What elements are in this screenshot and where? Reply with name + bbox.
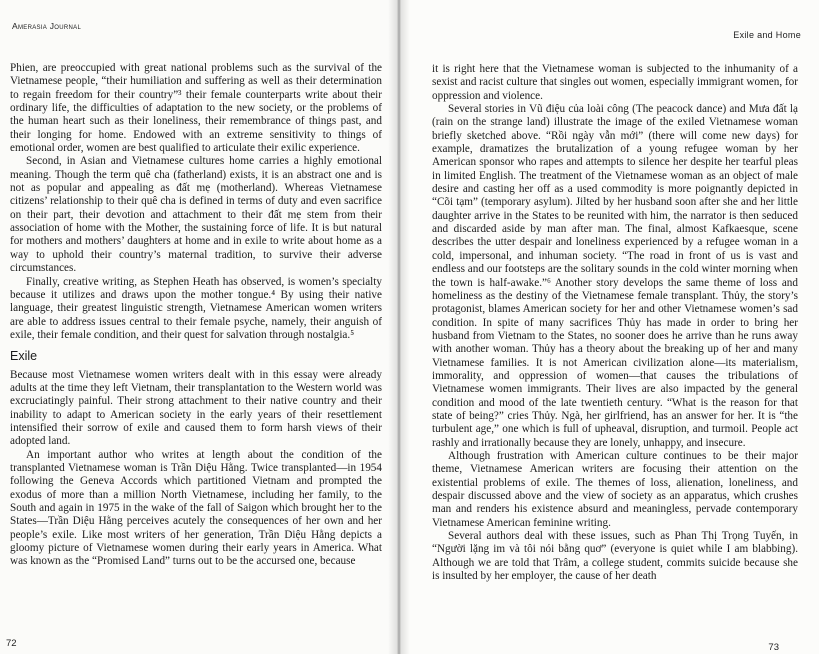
left-page — [0, 0, 398, 654]
paragraph: Phien, are preoccupied with great national problems such as the survival of the Vietnamese people, “their humiliation and suffering as well as their determination to regain freedom for their country”³ their female counterparts write about their ordinary life, the difficulties of adaptation to the new society, or the problems of the human heart such as their loneliness, their remembrance of things past, and their longing for home. Endowed with an extreme sensitivity to things of emotional order, women are best qualified to articulate their exilic experience. — [10, 62, 382, 155]
paragraph: Several stories in Vũ điệu của loài công (The peacock dance) and Mưa đất lạ (rain on the strange land) illustrate the image of the exiled Vietnamese woman briefly sketched above. “Rồi ngày vẫn mới” (there will come new days) for example, dramatizes the brutalization of a young refugee woman by her American sponsor who rapes and attempts to silence her despite her tearful pleas in limited English. The treatment of the Vietnamese woman as an object of male desire and casting her off as a used commodity is more poignantly depicted in “Cõi tạm” (temporary asylum). Jilted by her husband soon after she and her little daughter arrive in the States to be reunited with him, the narrator is then seduced and discarded aside by man after man. The final, almost Kafkaesque, scene describes the utter despair and loneliness experienced by a refugee woman in a cold, impersonal, and inhuman society. “The road in front of us is vast and endless and our footsteps are the solitary sounds in the cold winter morning when the town is half-awake.”⁶ Another story develops the same theme of loss and homeliness as the destiny of the Vietnamese female transplant. Thủy, the story’s protagonist, blames American society for her and other Vietnamese women’s sad condition. In spite of many sacrifices Thủy has made in order to bring her husband from Vietnam to the States, no sooner does he arrive than he runs away with another woman. Thủy has a theory about the breaking up of her and many Vietnamese families. It is not American civilization alone—its materialism, immorality, and oppression of women—that causes the tribulations of Vietnamese women immigrants. Their lives are also impacted by the general condition and mood of the late twentieth century. “What is the reason for that state of being?” cries Thủy. Ngà, her girlfriend, has an answer for her. It is “the turbulent age,” one which is full of upheaval, disruption, and turmoil. People act rashly and irrationally because they are lonely, unhappy, and insecure. — [432, 103, 798, 449]
right-page — [398, 0, 819, 654]
book-spine-shadow — [388, 0, 410, 654]
paragraph: An important author who writes at length about the condition of the transplanted Vietnamese woman is Trần Diệu Hằng. Twice transplanted—in 1954 following the Geneva Accords which partitioned Vietnam and prompted the exodus of more than a million North Vietnamese, including her family, to the South and again in 1975 in the wake of the fall of Saigon which brought her to the States—Trần Diệu Hằng perceives acutely the consequences of her own and her people’s exile. Like most writers of her generation, Trần Diệu Hằng depicts a gloomy picture of Vietnamese women during their early years in America. What was known as the “Promised Land” turns out to be the accursed one, because — [10, 448, 382, 568]
left-page-body — [10, 62, 382, 569]
paragraph: Second, in Asian and Vietnamese cultures home carries a highly emotional meaning. Though the term quê cha (fatherland) exists, it is an abstract one and is not as popular and appealing as đất mẹ (motherland). Whereas Vietnamese citizens’ relationship to their quê cha is defined in terms of duty and even sacrifice on their part, their devotion and attachment to their đất mẹ stem from their association of home with the Mother, the sustaining force of life. It is but natural for mothers and mothers’ daughters at home and in exile to write about home as a way to uphold their country’s maternal tradition, to survive their adverse circumstances. — [10, 155, 382, 275]
paragraph: it is right here that the Vietnamese woman is subjected to the inhumanity of a sexist and racist culture that singles out women, especially immigrant women, for oppression and violence. — [432, 63, 798, 102]
paragraph: Finally, creative writing, as Stephen Heath has observed, is women’s specialty because it utilizes and draws upon the mother tongue.⁴ By using their native language, their greatest linguistic strength, Vietnamese American women writers are able to address issues central to their female psyche, namely, their anguish of exile, their female condition, and their quest for salvation through nostalgia.⁵ — [10, 275, 382, 341]
paragraph: Because most Vietnamese women writers dealt with in this essay were already adults at the time they left Vietnam, their transplantation to the Western world was excruciatingly painful. Their strong attachment to their native country and their inability to adapt to American society in the early years of their resettlement intensified their sorrow of exile and caused them to form harsh views of their adopted land. — [10, 368, 382, 448]
running-header-right: Exile and Home — [733, 30, 801, 40]
section-heading-exile: Exile — [10, 349, 38, 364]
page-number-right: 73 — [768, 642, 779, 653]
right-page-body — [432, 63, 798, 583]
running-header-left: Amerasia Journal — [12, 21, 82, 31]
paragraph: Although frustration with American culture continues to be their major theme, Vietnamese American writers are focusing their attention on the existential problems of exile. The themes of loss, alienation, loneliness, and despair discussed above and the view of society as an apparatus, which crushes man and renders his existence absurd and meaningless, pervade contemporary Vietnamese American feminine writing. — [432, 449, 798, 529]
page-number-left: 72 — [6, 638, 17, 649]
paragraph: Several authors deal with these issues, such as Phan Thị Trọng Tuyến, in “Người lặng im và tôi nói bằng quơ” (everyone is quiet while I am blabbing). Although we are told that Trâm, a college student, commits suicide because she is insulted by her employer, the cause of her death — [432, 530, 798, 583]
